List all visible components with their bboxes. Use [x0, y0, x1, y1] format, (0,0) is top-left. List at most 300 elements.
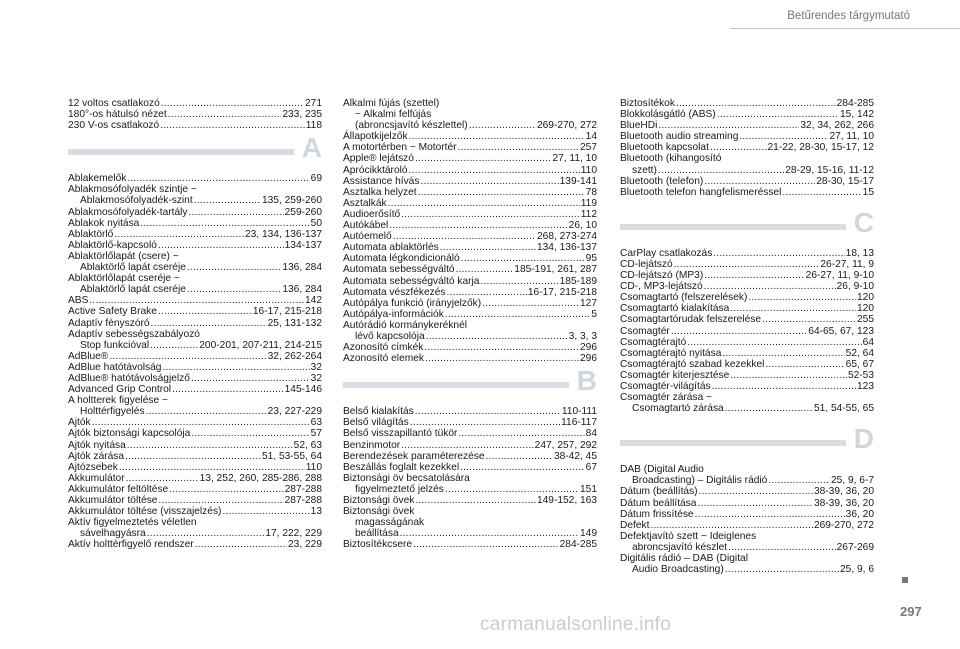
- entry-term: Ajtók zárása: [68, 450, 125, 462]
- index-entry: [620, 165, 874, 176]
- entry-group-c: [620, 248, 874, 414]
- section-rule: [343, 382, 569, 388]
- dot-leader: [222, 506, 309, 517]
- entry-pages: 145-146: [284, 384, 322, 396]
- entry-pages: 21-22, 28-30, 15-17, 12: [767, 142, 874, 154]
- dot-leader: [195, 539, 287, 550]
- entry-term: AdBlue hatótávolság: [68, 361, 162, 373]
- index-entry: [620, 403, 874, 414]
- index-entry: [343, 264, 597, 275]
- entry-term: Blokkolásgátló (ABS): [620, 109, 716, 121]
- entry-group-d: [620, 464, 874, 575]
- entry-term: Akkumulátor töltése: [68, 495, 158, 506]
- entry-pages: 5: [591, 308, 597, 320]
- entry-pages: 119: [580, 197, 597, 209]
- section-rule: [620, 440, 846, 446]
- header-rule: [730, 28, 960, 29]
- entry-pages: 247, 257, 292: [534, 439, 597, 451]
- index-entry: [68, 218, 322, 229]
- index-entry: [620, 187, 874, 198]
- dot-leader: [393, 231, 536, 242]
- section-letter: B: [576, 365, 597, 397]
- entry-pages: 110: [305, 461, 322, 473]
- index-entry: [620, 314, 874, 325]
- index-entry: [343, 462, 597, 473]
- entry-pages: 13: [310, 506, 322, 518]
- entry-term: Autóemelő: [343, 231, 392, 243]
- dot-leader: [420, 176, 558, 187]
- dot-leader: [712, 381, 856, 392]
- entry-term: Broadcasting) – Digitális rádió: [632, 475, 768, 487]
- entry-pages: 28-29, 15-16, 11-12: [785, 164, 874, 176]
- entry-pages: 3, 3, 3: [568, 330, 597, 342]
- dot-leader: [109, 351, 266, 362]
- index-entry: [343, 142, 597, 153]
- dot-leader: [704, 176, 815, 187]
- index-entry: Ablaktörlőlapát (csere) ~: [68, 250, 179, 262]
- index-entry: [343, 406, 597, 417]
- section-header-d: [620, 423, 874, 458]
- index-entry: [68, 406, 322, 417]
- dot-leader: [158, 240, 284, 251]
- entry-pages: 127: [580, 297, 597, 309]
- entry-term: abroncsjavító készlet: [632, 541, 728, 553]
- entry-pages: 32, 262-264: [267, 350, 322, 362]
- index-entry: Alkalmi fújás (szettel): [343, 98, 440, 109]
- index-entry: [68, 484, 322, 495]
- entry-pages: 255: [857, 314, 874, 326]
- entry-pages: 257: [580, 142, 597, 154]
- index-entry: ~ Alkalmi felfújás: [355, 109, 432, 121]
- index-entry: [343, 165, 597, 176]
- index-entry: [620, 292, 874, 303]
- index-entry: [620, 498, 874, 509]
- entry-term: beállítása: [355, 528, 399, 540]
- dot-leader: [765, 359, 844, 370]
- entry-pages: 26-27, 11, 9-10: [805, 270, 874, 282]
- section-header-b: [343, 365, 597, 400]
- entry-term: Csomagtér-világítás: [620, 380, 711, 392]
- index-entry: [68, 340, 322, 351]
- dot-leader: [658, 120, 799, 131]
- entry-term: Ablaktörlő: [68, 228, 114, 240]
- entry-pages: 134-137: [284, 239, 322, 251]
- index-entry: [343, 209, 597, 220]
- dot-leader: [150, 340, 198, 351]
- entry-term: Aprócikktároló: [343, 164, 408, 176]
- index-entry: Digitális rádió – DAB (Digital: [620, 553, 748, 564]
- entry-pages: 78: [585, 186, 597, 198]
- entry-pages: 13, 252, 260, 285-286, 288: [199, 472, 322, 484]
- entry-term: CD-lejátszó: [620, 258, 673, 270]
- dot-leader: [482, 298, 579, 309]
- entry-term: Dátum beállítása: [620, 497, 697, 509]
- entry-pages: 134, 136-137: [536, 242, 597, 254]
- entry-pages: 123: [857, 380, 874, 392]
- entry-term: Advanced Grip Control: [68, 384, 172, 396]
- entry-term: Aktív holttérfigyelő rendszer: [68, 539, 194, 551]
- index-entry: [620, 564, 874, 575]
- entry-group-numeric: [68, 98, 322, 131]
- dot-leader: [161, 98, 304, 109]
- dot-leader: [415, 153, 552, 164]
- dot-leader: [401, 440, 533, 451]
- entry-pages: 116-117: [561, 417, 597, 429]
- index-entry: [343, 287, 597, 298]
- index-entry: [343, 120, 597, 131]
- entry-term: AdBlue®: [68, 350, 109, 362]
- dot-leader: [418, 187, 585, 198]
- entry-pages: 15: [862, 186, 874, 198]
- entry-term: (abroncsjavító készlettel): [355, 120, 468, 132]
- section-letter: A: [301, 132, 322, 164]
- index-entry: Aktív figyelmeztetés véletlen: [68, 517, 197, 529]
- index-entry: [68, 384, 322, 395]
- section-rule: [68, 149, 294, 155]
- entry-term: 12 voltos csatlakozó: [68, 98, 160, 109]
- entry-term: Csomagtér kiterjesztése: [620, 369, 730, 381]
- dot-leader: [445, 309, 591, 320]
- entry-pages: 142: [305, 295, 322, 307]
- index-entry: [620, 475, 874, 486]
- dot-leader: [722, 348, 844, 359]
- dot-leader: [768, 475, 830, 486]
- index-entry: A holtterek figyelése ~: [68, 395, 168, 407]
- index-entry: [68, 417, 322, 428]
- index-entry: [343, 298, 597, 309]
- dot-leader: [158, 306, 252, 317]
- index-entry: [68, 284, 322, 295]
- index-entry: [620, 348, 874, 359]
- entry-pages: 38-42, 45: [553, 450, 597, 462]
- entry-pages: 118: [305, 120, 322, 132]
- index-entry: [620, 281, 874, 292]
- entry-term: Beszállás foglalt kezekkel: [343, 461, 460, 473]
- dot-leader: [710, 142, 767, 153]
- entry-pages: 287-288: [284, 483, 322, 495]
- entry-term: Csomagtér: [620, 325, 670, 337]
- index-entry: [343, 242, 597, 253]
- dot-leader: [456, 264, 514, 275]
- entry-pages: 52, 63: [293, 439, 322, 451]
- dot-leader: [713, 248, 844, 259]
- dot-leader: [480, 276, 558, 287]
- entry-pages: 149-152, 163: [536, 495, 597, 506]
- index-entry: [620, 270, 874, 281]
- entry-pages: 64-65, 67, 123: [808, 325, 874, 337]
- entry-pages: 52-53: [847, 369, 874, 381]
- dot-leader: [704, 281, 836, 292]
- entry-pages: 284-285: [836, 98, 874, 109]
- entry-pages: 271: [305, 98, 322, 109]
- section-rule: [620, 224, 846, 230]
- index-entry: [343, 187, 597, 198]
- entry-term: Csomagtérajtó nyitása: [620, 347, 722, 359]
- index-entry: [620, 337, 874, 348]
- entry-pages: 36, 20: [845, 508, 874, 520]
- index-entry: Bluetooth (kihangosító: [620, 153, 722, 165]
- entry-term: Ajtók: [68, 417, 91, 429]
- entry-pages: 120: [857, 303, 874, 315]
- index-entry: Ablakmosófolyadék szintje ~: [68, 184, 197, 196]
- index-entry: [620, 176, 874, 187]
- dot-leader: [169, 484, 283, 495]
- entry-term: Azonosító címkék: [343, 342, 424, 354]
- entry-pages: 15, 142: [840, 109, 874, 121]
- entry-pages: 32, 34, 262, 266: [800, 120, 874, 132]
- entry-term: Akkumulátor töltése (visszajelzés): [68, 506, 222, 518]
- dot-leader: [158, 495, 283, 506]
- entry-term: ABS: [68, 295, 89, 307]
- entry-term: Ablakemelők: [68, 173, 127, 185]
- page-number: 297: [900, 604, 922, 619]
- entry-term: Automata vészfékezés: [343, 286, 446, 298]
- dot-leader: [413, 539, 559, 550]
- section-header-a: [68, 132, 322, 167]
- entry-term: A motortérben ~ Motortér: [343, 142, 457, 154]
- index-entry: [343, 495, 597, 506]
- entry-term: Ablaktörlő-kapcsoló: [68, 239, 157, 251]
- entry-pages: 84: [585, 428, 597, 440]
- entry-term: Biztosítékok: [620, 98, 675, 109]
- index-entry: [620, 509, 874, 520]
- index-entry: [68, 506, 322, 517]
- entry-term: Adaptív fényszóró: [68, 317, 150, 329]
- entry-pages: 284-285: [559, 539, 597, 551]
- index-entry: [343, 276, 597, 287]
- entry-pages: 16-17, 215-218: [252, 306, 322, 318]
- index-entry: [343, 153, 597, 164]
- dot-leader: [140, 218, 309, 229]
- dot-leader: [119, 462, 305, 473]
- dot-leader: [409, 165, 580, 176]
- index-entry: [68, 318, 322, 329]
- index-column-2: [343, 98, 597, 550]
- entry-term: Csomagtartó zárása: [632, 403, 724, 415]
- entry-term: Csomagtartó kialakítása: [620, 303, 730, 315]
- dot-leader: [748, 292, 856, 303]
- entry-pages: 269-270, 272: [813, 519, 874, 531]
- dot-leader: [151, 318, 267, 329]
- dot-leader: [458, 428, 584, 439]
- entry-pages: 296: [580, 353, 597, 365]
- entry-pages: 16-17, 215-218: [527, 286, 597, 298]
- entry-pages: 135, 259-260: [261, 195, 322, 207]
- entry-term: Audioerősítő: [343, 208, 401, 220]
- entry-term: Defekt: [620, 519, 650, 531]
- dot-leader: [187, 284, 281, 295]
- dot-leader: [126, 473, 199, 484]
- dot-leader: [739, 131, 828, 142]
- entry-term: Asztalka helyzet: [343, 186, 417, 198]
- index-entry: [620, 98, 874, 109]
- entry-pages: 151: [580, 483, 597, 495]
- entry-term: Audio Broadcasting): [632, 564, 724, 576]
- entry-pages: 65, 67: [845, 358, 874, 370]
- section-letter: D: [853, 423, 874, 455]
- entry-pages: 112: [580, 208, 597, 220]
- dot-leader: [447, 287, 527, 298]
- entry-term: AdBlue® hatótávolságjelző: [68, 372, 190, 384]
- index-entry: [343, 342, 597, 353]
- entry-term: Dátum (beállítás): [620, 486, 698, 498]
- entry-term: Biztonsági övek: [343, 495, 415, 506]
- dot-leader: [388, 198, 580, 209]
- entry-term: Berendezések paraméterezése: [343, 450, 485, 462]
- index-entry: [620, 486, 874, 497]
- entry-group-a: [68, 173, 322, 550]
- dot-leader: [162, 362, 309, 373]
- dot-leader: [725, 403, 813, 414]
- dot-leader: [717, 109, 839, 120]
- dot-leader: [409, 131, 585, 142]
- index-entry: [620, 326, 874, 337]
- index-entry: [68, 240, 322, 251]
- entry-term: figyelmeztető jelzés: [355, 483, 444, 495]
- index-entry: [68, 451, 322, 462]
- dot-leader: [400, 528, 579, 539]
- entry-term: Csomagtérajtó: [620, 336, 687, 348]
- entry-term: Stop funkcióval: [80, 339, 150, 351]
- index-entry: [343, 253, 597, 264]
- entry-term: Bluetooth kapcsolat: [620, 142, 709, 154]
- dot-leader: [425, 353, 579, 364]
- entry-term: Belső világítás: [343, 417, 409, 429]
- entry-pages: 136, 284: [282, 284, 322, 296]
- dot-leader: [415, 406, 561, 417]
- index-entry: [343, 198, 597, 209]
- entry-group-a-continued: [343, 98, 597, 364]
- entry-term: Autópálya funkció (irányjelzők): [343, 297, 482, 309]
- index-entry: [68, 262, 322, 273]
- entry-term: Állapotkijelzők: [343, 131, 408, 143]
- index-entry: Biztonsági öv becsatolására: [343, 472, 470, 484]
- index-entry: magasságának: [355, 517, 425, 529]
- entry-pages: 23, 134, 136-137: [244, 228, 322, 240]
- watermark: carmanualsonline.info: [480, 614, 672, 635]
- entry-pages: 27, 11, 10: [552, 153, 597, 165]
- entry-group-b-continued: [620, 98, 874, 198]
- index-entry: [68, 120, 322, 131]
- entry-pages: 27, 11, 10: [829, 131, 874, 143]
- entry-pages: 26, 10: [568, 220, 597, 232]
- dot-leader: [401, 209, 580, 220]
- entry-pages: 63: [310, 417, 322, 429]
- dot-leader: [782, 187, 861, 198]
- index-entry: [343, 220, 597, 231]
- index-entry: Autórádió kormánykeréknél: [343, 319, 468, 331]
- index-entry: [620, 131, 874, 142]
- entry-pages: 296: [580, 342, 597, 354]
- index-entry: [68, 229, 322, 240]
- index-entry: [620, 370, 874, 381]
- entry-term: szett): [632, 164, 657, 176]
- index-entry: [620, 142, 874, 153]
- entry-pages: 57: [310, 428, 322, 440]
- entry-term: Biztosítékcsere: [343, 539, 413, 551]
- index-entry: [68, 462, 322, 473]
- index-entry: Biztonsági övek: [343, 506, 415, 518]
- entry-term: Belső kialakítás: [343, 406, 414, 418]
- index-entry: Csomagtér zárása ~: [620, 392, 713, 404]
- dot-leader: [699, 486, 813, 497]
- index-column-1: [68, 98, 322, 550]
- dot-leader: [415, 495, 536, 506]
- entry-term: sávelhagyásra: [80, 528, 146, 540]
- dot-leader: [424, 342, 579, 353]
- dot-leader: [146, 406, 267, 417]
- dot-leader: [676, 98, 836, 109]
- entry-term: Ajtók biztonsági kapcsolója: [68, 428, 191, 440]
- index-entry: [343, 417, 597, 428]
- entry-term: Active Safety Brake: [68, 306, 157, 318]
- entry-pages: 28-30, 15-17: [816, 175, 874, 187]
- entry-term: Azonosító elemek: [343, 353, 424, 365]
- index-entry: DAB (Digital Audio: [620, 464, 704, 476]
- index-entry: [343, 176, 597, 187]
- entry-term: Ablaktörlő lapát cseréje: [80, 262, 186, 274]
- entry-term: Bluetooth (telefon): [620, 175, 704, 187]
- entry-pages: 17, 222, 229: [265, 528, 322, 540]
- index-entry: Defektjavító szett ~ Ideiglenes: [620, 530, 757, 542]
- entry-pages: 69: [310, 173, 322, 185]
- entry-term: CarPlay csatlakozás: [620, 247, 713, 259]
- entry-pages: 26, 9-10: [836, 281, 874, 293]
- entry-term: Assistance hívás: [343, 175, 420, 187]
- entry-pages: 233, 235: [282, 109, 322, 121]
- entry-term: Ablakmosófolyadék-szint: [80, 195, 193, 207]
- entry-term: Csomagtartórudak felszerelése: [620, 314, 761, 326]
- index-entry: [343, 309, 597, 320]
- entry-pages: 287-288: [284, 495, 322, 506]
- entry-term: Holttérfigyelés: [80, 406, 145, 418]
- entry-pages: 268, 273-274: [536, 231, 597, 243]
- dot-leader: [704, 270, 804, 281]
- entry-pages: 32: [310, 361, 322, 373]
- entry-pages: 26-27, 11, 9: [820, 258, 874, 270]
- index-entry: [68, 195, 322, 206]
- dot-leader: [762, 314, 856, 325]
- index-entry: [620, 259, 874, 270]
- dot-leader: [92, 417, 310, 428]
- entry-term: Ajtók nyitása: [68, 439, 126, 451]
- entry-pages: 25, 9, 6-7: [830, 475, 874, 487]
- dot-leader: [172, 384, 284, 395]
- dot-leader: [389, 220, 567, 231]
- entry-term: Asztalkák: [343, 197, 387, 209]
- dot-leader: [89, 295, 304, 306]
- dot-leader: [697, 498, 813, 509]
- entry-pages: 200-201, 207-211, 214-215: [199, 339, 322, 351]
- index-entry: [343, 131, 597, 142]
- entry-term: Csomagtartó (felszerelések): [620, 292, 748, 304]
- entry-pages: 139-141: [559, 175, 597, 187]
- index-entry: [343, 428, 597, 439]
- entry-term: CD-, MP3-lejátszó: [620, 281, 703, 293]
- entry-term: 230 V-os csatlakozó: [68, 120, 160, 132]
- index-entry: [620, 359, 874, 370]
- entry-term: Autókábel: [343, 220, 389, 232]
- entry-pages: 51, 53-55, 64: [261, 450, 322, 462]
- entry-term: Automata ablaktörlés: [343, 242, 439, 254]
- dot-leader: [458, 142, 579, 153]
- entry-term: Automata sebességváltó: [343, 264, 455, 276]
- index-entry: [343, 331, 597, 342]
- dot-leader: [674, 259, 820, 270]
- entry-term: Ablaktörlő lapát cseréje: [80, 284, 186, 296]
- index-entry: [68, 495, 322, 506]
- entry-pages: 32: [310, 372, 322, 384]
